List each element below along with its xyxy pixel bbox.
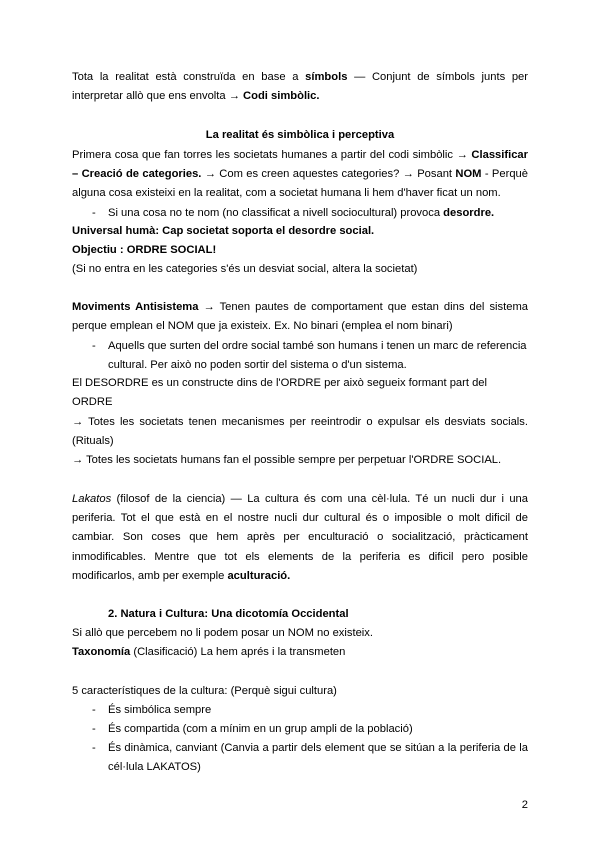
text: → Tenen pautes de comportament que estan dins del sistema perque emplean el NOM que ja existeix. Ex. No binari (emplea el nom binari) xyxy=(72,301,528,333)
bold-term: aculturació. xyxy=(227,569,291,582)
text: - Perquè alguna cosa existeixi en la realitat, com a societat humana li hem d'haver ficat un nom. xyxy=(72,168,528,200)
bold-term: símbols xyxy=(305,71,348,83)
line-desordre: El DESORDRE es un constructe dins de l'ORDRE per això segueix formant part del ORDRE xyxy=(72,377,488,409)
bullet-desordre xyxy=(108,204,528,223)
bold-term: NOM xyxy=(455,168,482,181)
line-objectiu: Objectiu : ORDRE SOCIAL! xyxy=(72,244,217,256)
bold-term: Codi simbòlic. xyxy=(243,90,320,103)
bold-term: Moviments Antisistema xyxy=(72,301,199,313)
bold-term: desordre. xyxy=(443,207,495,219)
text: Si una cosa no te nom (no classificat a nivell sociocultural) provoca xyxy=(108,207,444,219)
bullet-marker: - xyxy=(92,207,96,219)
line-mecanismes: → Totes les societats tenen mecanismes per reeintrodir o expulsar els desviats socials. (Rituals) xyxy=(72,416,528,448)
line-5-caracteristiques: 5 característiques de la cultura: (Perquè sigui cultura) xyxy=(72,685,337,697)
section-heading-natura-cultura: 2. Natura i Cultura: Una dicotomía Occidental xyxy=(108,608,349,620)
line-perpetuar: → Totes les societats humans fan el possible sempre per perpetuar l'ORDRE SOCIAL. xyxy=(72,454,502,466)
section-heading-realitat: La realitat és simbòlica i perceptiva xyxy=(205,129,395,141)
list-item: És simbólica sempre xyxy=(108,704,212,716)
page-number: 2 xyxy=(521,799,528,811)
bullet-marker: - xyxy=(92,704,96,716)
line-note: (Si no entra en les categories s'és un desviat social, altera la societat) xyxy=(72,263,418,275)
line-universal-huma: Universal humà: Cap societat soporta el desordre social. xyxy=(72,225,375,237)
italic-term: Lakatos xyxy=(72,493,112,505)
text: (Clasificació) La hem aprés i la transmeten xyxy=(130,646,346,658)
paragraph-simbols xyxy=(72,68,528,106)
text: Primera cosa que fan torres les societats humanes a partir del codi simbòlic → xyxy=(72,149,472,161)
paragraph-classificar xyxy=(72,146,528,204)
paragraph-lakatos xyxy=(72,490,528,586)
bullet-marker: - xyxy=(92,742,96,754)
bullet-ordre-social: Aquells que surten del ordre social també son humans i tenen un marc de referencia cultural. Per això no poden sortir del sistema o d'un sistema. xyxy=(108,340,527,372)
line-taxonomia xyxy=(72,643,528,662)
text: Tota la realitat està construïda en base a xyxy=(72,71,306,83)
list-item: És dinàmica, canviant (Canvia a partir dels element que se sitúan a la periferia de la cél·lula LAKATOS) xyxy=(108,742,528,774)
text: (filosof de la ciencia) — La cultura és com una cèl·lula. Té un nucli dur i una periferia. Tot el que està en el nostre nucli dur cultural és o imposible o molt dificil de cambiar. Son coses que hem après per enculturació o socialització, pràcticament inmodificables. Mentre que tot els elements de la periferia es dificil pero posible modificarlos, amb per exemple xyxy=(72,493,528,582)
bold-term: Classificar – Creació de categories. xyxy=(72,149,528,181)
bold-term: Taxonomía xyxy=(72,646,131,658)
list-item: És compartida (com a mínim en un grup ampli de la població) xyxy=(108,723,413,735)
paragraph-antisistema xyxy=(72,298,528,336)
bullet-marker: - xyxy=(92,340,96,352)
bullet-marker: - xyxy=(92,723,96,735)
text: — Conjunt de símbols junts per interpretar allò que ens envolta → xyxy=(72,71,529,103)
line-nom: Si allò que percebem no li podem posar un NOM no existeix. xyxy=(72,627,373,639)
text: → Com es creen aquestes categories? → Posant xyxy=(201,168,456,181)
